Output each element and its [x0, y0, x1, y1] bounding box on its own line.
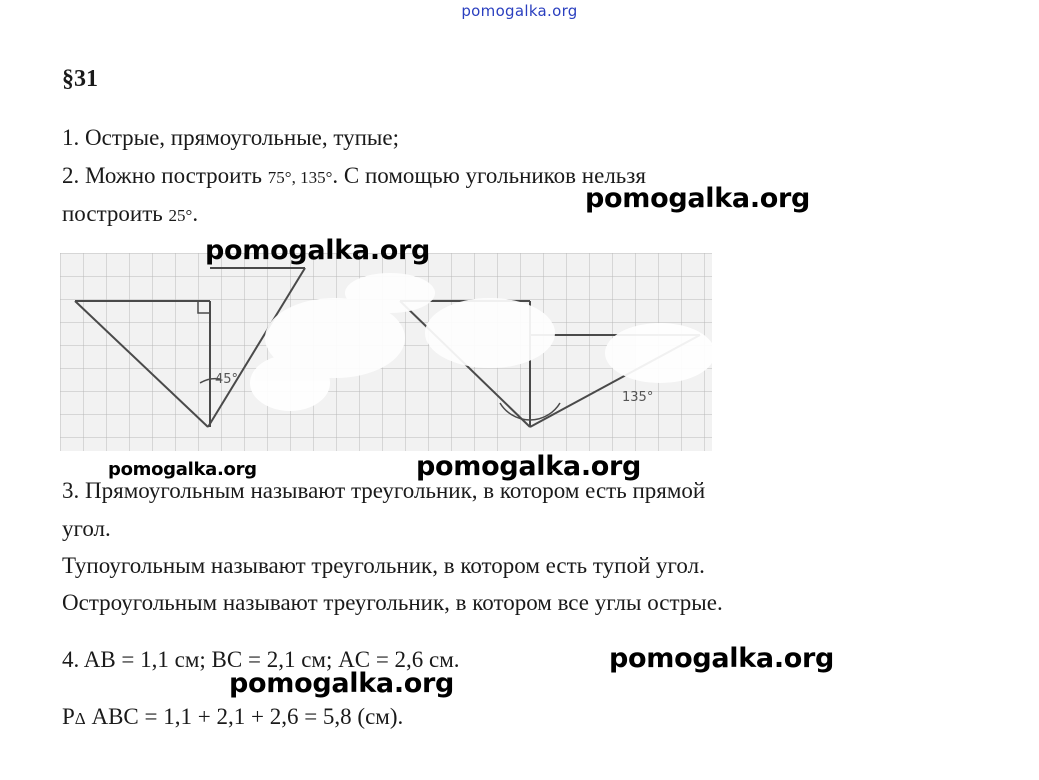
item-3-line-2: угол.	[62, 516, 111, 541]
item-3-line-4: Остроугольным называют треугольник, в котором все углы острые.	[62, 590, 723, 615]
site-watermark-top: pomogalka.org	[461, 2, 578, 20]
left-angle-label: 45°	[215, 372, 239, 387]
item-2-text-cont: . С помощью угольников нельзя	[332, 163, 646, 188]
perimeter-formula: ABC = 1,1 + 2,1 + 2,6 = 5,8 (см).	[85, 704, 404, 729]
item-2-line-1	[62, 163, 646, 189]
item-1: 1. Острые, прямоугольные, тупые;	[62, 125, 399, 150]
perimeter-p: P	[62, 704, 75, 729]
item-4-line-1: 4. AB = 1,1 см; BC = 2,1 см; AC = 2,6 см.	[62, 647, 460, 672]
watermark-2: pomogalka.org	[205, 235, 431, 266]
item-4-line-2	[62, 704, 403, 730]
item-3-line-3: Тупоугольным называют треугольник, в котором есть тупой угол.	[62, 553, 705, 578]
watermark-6: pomogalka.org	[229, 668, 455, 699]
item-2-period: .	[192, 201, 199, 226]
grid-drawing	[60, 253, 712, 451]
angle-construction-photo	[60, 253, 712, 451]
right-angle-label: 135°	[622, 390, 654, 405]
watermark-5: pomogalka.org	[609, 643, 835, 674]
triangle-symbol: Δ	[74, 709, 86, 728]
section-title: §31	[62, 66, 98, 92]
item-2-line-2	[62, 201, 198, 227]
item-2-text-2: построить	[62, 201, 169, 226]
item-3-line-1: 3. Прямоугольным называют треугольник, в котором есть прямой	[62, 478, 706, 503]
watermark-3: pomogalka.org	[108, 459, 257, 480]
watermark-4: pomogalka.org	[416, 451, 642, 482]
item-2-text: 2. Можно построить	[62, 163, 268, 188]
item-2-angle-25: 25°	[168, 206, 193, 225]
watermark-1: pomogalka.org	[585, 183, 811, 214]
item-2-angles: 75°, 135°	[267, 168, 333, 187]
